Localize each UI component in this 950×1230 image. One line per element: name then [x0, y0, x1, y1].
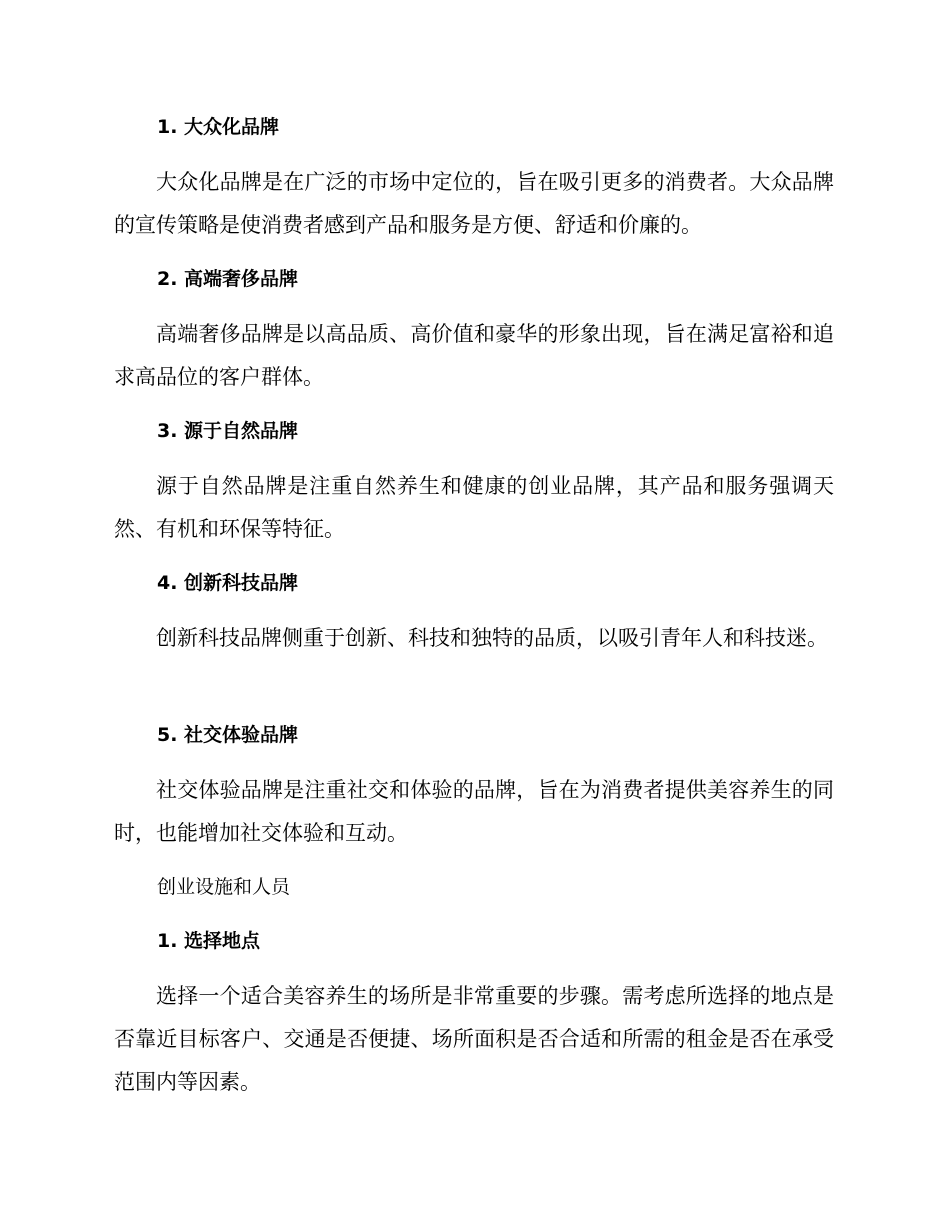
- heading-social-brand: 5. 社交体验品牌: [157, 724, 299, 746]
- paragraph-social-brand: 社交体验品牌是注重社交和体验的品牌，旨在为消费者提供美容养生的同时，也能增加社交体验和互动。: [114, 778, 834, 845]
- paragraph-tech-brand: 创新科技品牌侧重于创新、科技和独特的品质，以吸引青年人和科技迷。: [156, 626, 828, 650]
- paragraph-natural-brand: 源于自然品牌是注重自然养生和健康的创业品牌，其产品和服务强调天然、有机和环保等特征。: [114, 474, 834, 541]
- paragraph-mass-brand: 大众化品牌是在广泛的市场中定位的，旨在吸引更多的消费者。大众品牌的宣传策略是使消费者感到产品和服务是方便、舒适和价廉的。: [114, 170, 834, 237]
- heading-natural-brand: 3. 源于自然品牌: [157, 420, 299, 442]
- heading-tech-brand: 4. 创新科技品牌: [157, 572, 299, 594]
- heading-mass-brand: 1. 大众化品牌: [157, 116, 280, 138]
- heading-luxury-brand: 2. 高端奢侈品牌: [157, 268, 299, 290]
- heading-choose-location: 1. 选择地点: [157, 930, 261, 952]
- section-title-facilities: 创业设施和人员: [157, 876, 291, 898]
- paragraph-choose-location: 选择一个适合美容养生的场所是非常重要的步骤。需考虑所选择的地点是否靠近目标客户、交通是否便捷、场所面积是否合适和所需的租金是否在承受范围内等因素。: [114, 984, 834, 1094]
- paragraph-luxury-brand: 高端奢侈品牌是以高品质、高价值和豪华的形象出现，旨在满足富裕和追求高品位的客户群体。: [114, 322, 834, 389]
